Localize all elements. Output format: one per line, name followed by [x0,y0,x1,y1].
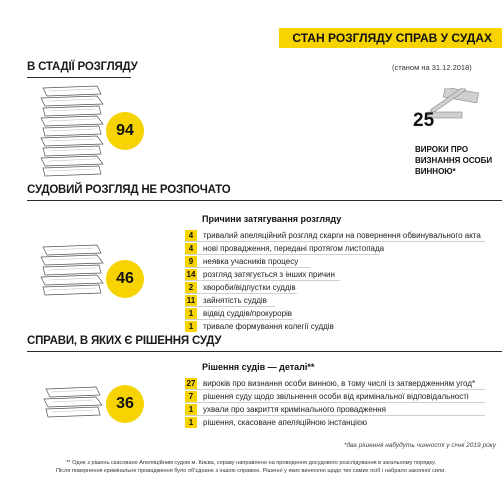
item-text: відвід суддів/прокурорів [203,309,293,318]
list-item [185,307,490,320]
delay-reasons-title: Причини затягування розгляду [202,214,342,224]
section-title-review: В СТАДІЇ РОЗГЛЯДУ [27,61,138,73]
item-count: 7 [185,391,197,402]
list-item [185,281,490,294]
list-item [185,390,495,403]
item-count: 1 [185,404,197,415]
item-text: рішення, скасоване апеляційною інстанцією [203,418,368,427]
document-stack-icon [37,84,117,178]
item-count: 11 [186,296,196,305]
item-text: неявка учасників процесу [203,257,299,266]
item-text: нові провадження, передані протягом листопада [203,244,385,253]
list-item [185,268,490,281]
section-rule [27,351,502,352]
item-text: тривалий апеляційний розгляд скарги на повернення обвинувального акта [203,231,481,240]
list-item [185,403,495,416]
page-title: СТАН РОЗГЛЯДУ СПРАВ У СУДАХ [292,31,492,45]
list-item [185,242,490,255]
item-count: 27 [186,379,196,388]
gavel-icon [398,88,488,122]
header-banner [279,28,502,48]
section-title-not-started: СУДОВИЙ РОЗГЛЯД НЕ РОЗПОЧАТО [27,184,231,196]
list-item [185,377,495,390]
document-stack-icon [37,243,117,303]
item-count: 1 [185,417,197,428]
not-started-count-badge: 46 [106,260,144,298]
item-text: вироків про визнання особи винною, в тому числі із затвердженням угод* [203,379,476,388]
verdict-label: ВИРОКИ ПРО ВИЗНАННЯ ОСОБИ ВИННОЮ* [415,145,493,176]
decisions-list [185,377,495,429]
item-count: 4 [185,243,197,254]
decisions-title: Рішення судів — деталі** [202,362,315,372]
delay-reasons-list [185,229,490,333]
footnote-double-star: ** Одне з рішень скасовано Апеляційним судом м. Києва, справу направлено на проведення досудового розслідування в загальному порядку. [66,460,436,466]
footnote-double-star-cont: Після повернення кримінальне провадження було об'єднане з іншою справою. Рішенні у яких винесено щодо тих самих осіб і набрало законної сили. [56,468,446,474]
item-count: 4 [185,230,197,241]
decided-count-badge: 36 [106,385,144,423]
section-title-decided: СПРАВИ, В ЯКИХ Є РІШЕННЯ СУДУ [27,335,222,347]
as-of-date: (станом на 31.12.2018) [392,63,472,72]
item-text: розгляд затягується з інших причин [203,270,335,279]
section-rule [27,77,131,78]
item-count: 14 [186,270,196,279]
section-rule [27,200,502,201]
item-count: 2 [185,282,197,293]
list-item [185,416,495,429]
item-text: тривале формування колегії суддів [203,322,334,331]
item-count: 1 [185,308,197,319]
item-text: ухвали про закриття кримінального провадження [203,405,386,414]
verdict-count: 25 [413,110,435,131]
list-item [185,229,490,242]
list-item [185,294,490,307]
list-item [185,255,490,268]
item-text: зайнятість суддів [203,296,267,305]
item-count: 1 [185,321,197,332]
item-text: хвороби/відпустки суддів [203,283,296,292]
list-item [185,320,490,333]
review-count-badge: 94 [106,112,144,150]
document-stack-icon [40,385,110,425]
item-count: 9 [185,256,197,267]
item-text: рішення суду щодо звільнення особи від кримінальної відповідальності [203,392,469,401]
footnote-star: *два рішення набудуть чинності у січні 2019 року [343,442,496,449]
